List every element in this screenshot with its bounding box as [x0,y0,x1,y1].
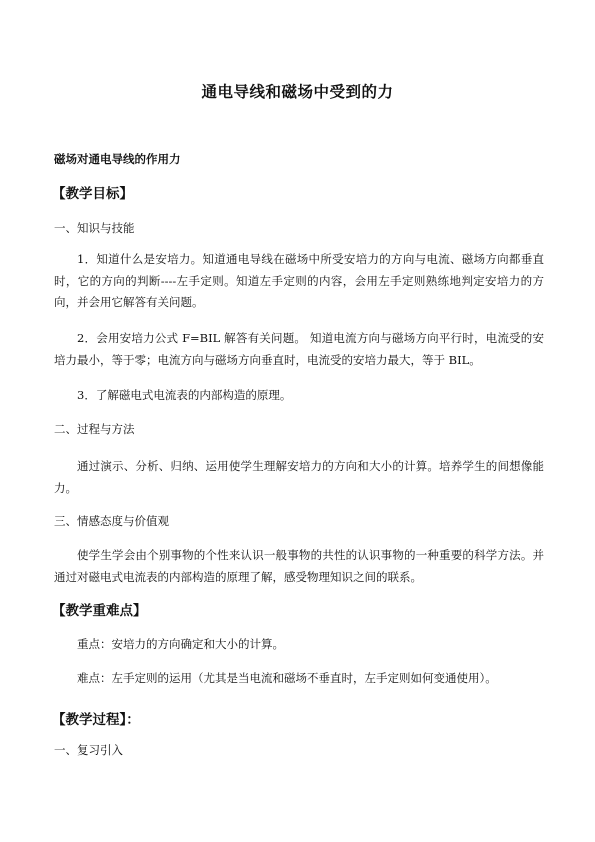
section-heading-keypoints: 【教学重难点】 [52,603,147,619]
document-subtitle: 磁场对通电导线的作用力 [54,152,181,166]
paragraph-goal-1: 1．知道什么是安培力。知道通电导线在磁场中所受安培力的方向与电流、磁场方向都垂直时，它的方向的判断----左手定则。知道左手定则的内容，会用左手定则熟练地判定安培力的方向，并会用它解答有关问题。 [54,252,544,309]
paragraph-goal-2: 2．会用安培力公式 F=BIL 解答有关问题。 知道电流方向与磁场方向平行时，电流受的安培力最小，等于零；电流方向与磁场方向垂直时，电流受的安培力最大，等于 BIL。 [54,331,544,367]
paragraph-goal-3: 3．了解磁电式电流表的内部构造的原理。 [77,388,292,402]
paragraph-attitude-values: 使学生学会由个别事物的个性来认识一般事物的共性的认识事物的一种重要的科学方法。并通过对磁电式电流表的内部构造的原理了解，感受物理知识之间的联系。 [54,548,544,584]
section-heading-process: 【教学过程】： [52,712,140,728]
subheading-attitude-values: 三、情感态度与价值观 [54,514,169,528]
subheading-process-method: 二、过程与方法 [54,422,135,436]
keypoint-difficulty: 难点：左手定则的运用（尤其是当电流和磁场不垂直时，左手定则如何变通使用）。 [77,671,497,685]
keypoint-focus: 重点：安培力的方向确定和大小的计算。 [77,637,284,651]
section-heading-goals: 【教学目标】 [52,186,133,202]
subheading-review-intro: 一、复习引入 [54,743,123,757]
subheading-knowledge-skills: 一、知识与技能 [54,221,135,235]
document-title: 通电导线和磁场中受到的力 [201,83,394,101]
paragraph-process-method: 通过演示、分析、归纳、运用使学生理解安培力的方向和大小的计算。培养学生的间想像能力。 [54,459,544,495]
